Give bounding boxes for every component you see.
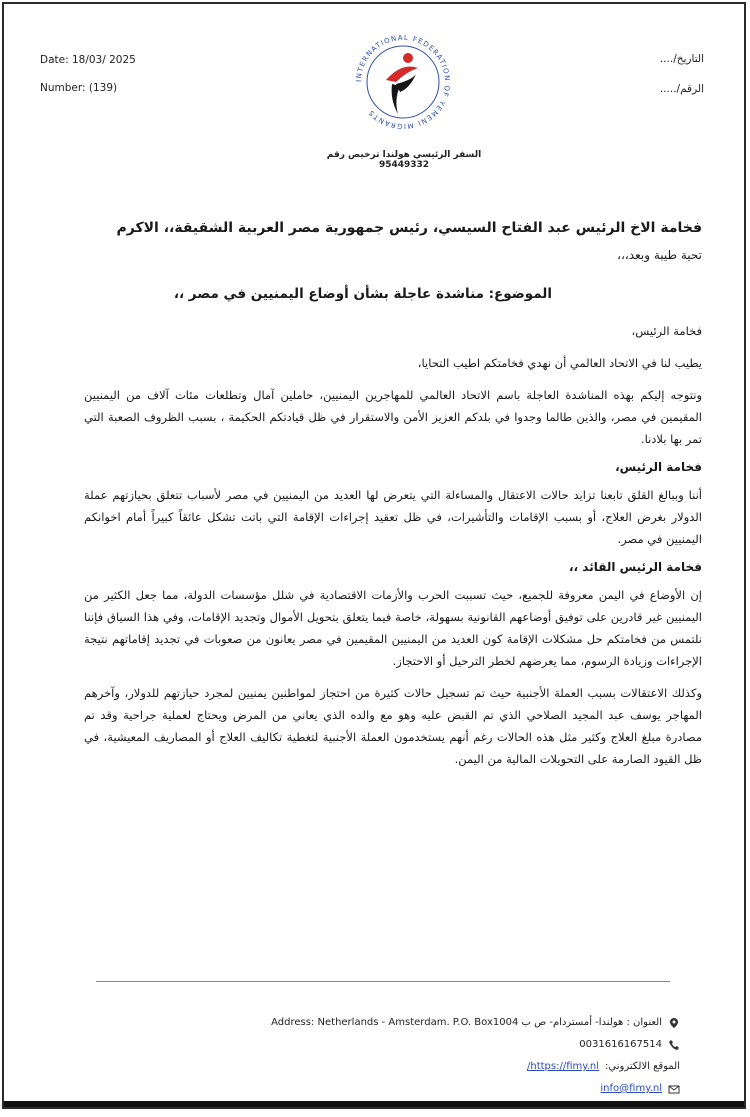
header-meta-ar [660,44,704,104]
footer-email-link[interactable]: info@fimy.nl [600,1083,662,1094]
logo-ring-text: INTERNATIONAL FEDERATION OF YEMENI MIGRANTS [354,33,452,131]
footer-phone: 0031616167514 [579,1039,662,1050]
logo-caption: السفر الرئيسي هولندا ترخيص رقم 95449332 [326,150,482,170]
footer-divider [96,981,670,982]
header-meta-en [40,46,136,102]
date-line: Date: 18/03/ 2025 [40,54,136,66]
greeting: تحية طيبة وبعد،،، [617,248,702,262]
page-bottom-bar [4,1101,744,1107]
addressee: فخامة الاخ الرئيس عبد الفتاح السيسي، رئيس جمهورية مصر العربية الشقيقة،، الاكرم [116,220,702,236]
letter-body [84,210,702,780]
location-pin-icon [668,1017,680,1029]
letter-page [2,2,746,1109]
footer-contact [271,1012,680,1100]
footer-website-link[interactable]: https://fimy.nl/ [526,1061,600,1072]
paragraph-3: أننا وببالغ القلق تابعنا تزايد حالات الاعتقال والمساءلة التي يتعرض لها العديد من اليمنيين في مصر لأسباب تتعلق بحيازتهم عملة الدولار بغرض العلاج، أو بسبب الإقامات والتأشيرات، في ظل تعقيد إجراءات الإقامة التي باتت تشكل عائقاً كبيراً أمام اخوانكم اليمنيين في مصر. [84,488,702,546]
footer-phone-row [271,1034,680,1056]
footer-address: العنوان : هولندا- أمستردام- ص ب Address: Netherlands - Amsterdam. P.O. Box1004 [271,1017,662,1028]
footer-website-label: الموقع الالكتروني: [605,1061,680,1072]
paragraph-1: يطيب لنا في الاتحاد العالمي أن نهدي فخامتكم اطيب التحايا، [417,356,702,370]
phone-icon [668,1039,680,1051]
date-ar: التاريخ/.... [659,53,704,65]
footer-email-row [271,1078,680,1100]
paragraph-4: إن الأوضاع في اليمن معروفة للجميع، حيث تسببت الحرب والأزمات الاقتصادية في شلل مؤسسات الدولة، مما جعل الكثير من اليمنيين غير قادرين على توفيق أوضاعهم القانونية بسهولة، خاصة فيما يتعلق بتحويل الأموال وتجديد الإقامات، وفي هذا السياق فإننا نلتمس من فخامتكم حل مشكلات الإقامة كون العديد من اليمنيين المقيمين في مصر يعانون من صعوبات في تجديد إقاماتهم نتيجة الإجراءات وزيادة الرسوم، مما يعرضهم لخطر الترحيل أو الاحتجاز. [84,588,702,668]
number-ar: الرقم/..... [659,83,704,95]
paragraph-5: وكذلك الاعتقالات بسبب العملة الأجنبية حيث تم تسجيل حالات كثيرة من احتجاز لمواطنين يمنيين لمجرد حيازتهم للدولار، وآخرهم المهاجر يوسف عبد المجيد الصلاحي الذي تم القبض عليه وهو مع والده الذي يعاني من المرض ويحتاج لعملية جراحية وقد تم مصادرة مبلغ العلاج وكثير مثل هذه الحالات رغم أنهم يستخدمون العملة الأجنبية لتغطية تكاليف العلاج أو المصاريف المعيشية، في ظل القيود الصارمة على التحويلات المالية من اليمن. [84,686,702,766]
organization-logo [350,22,456,140]
number-line: Number: (139) [40,82,118,94]
logo-red-wing [386,67,418,83]
salutation-3: فخامة الرئيس القائد ،، [568,560,702,574]
logo-figure-head [403,53,413,63]
email-icon [668,1083,680,1095]
subject: الموضوع: مناشدة عاجلة بشأن أوضاع اليمنيين في مصر ،، [173,286,552,302]
footer-address-row [271,1012,680,1034]
salutation-2: فخامة الرئيس، [615,460,702,474]
salutation-1: فخامة الرئيس، [631,324,702,338]
footer-website-row [271,1056,680,1078]
paragraph-2: ونتوجه إليكم بهذه المناشدة العاجلة باسم الاتحاد العالمي للمهاجرين اليمنيين، حاملين آمال وتطلعات مئات آلاف من اليمنيين المقيمين في مصر، والذين طالما وجدوا في بلدكم العزيز الأمن والاستقرار في ظل قيادتكم الحكيمة ، بسبب الظروف الصعبة التي تمر بها بلادنا. [84,388,702,446]
